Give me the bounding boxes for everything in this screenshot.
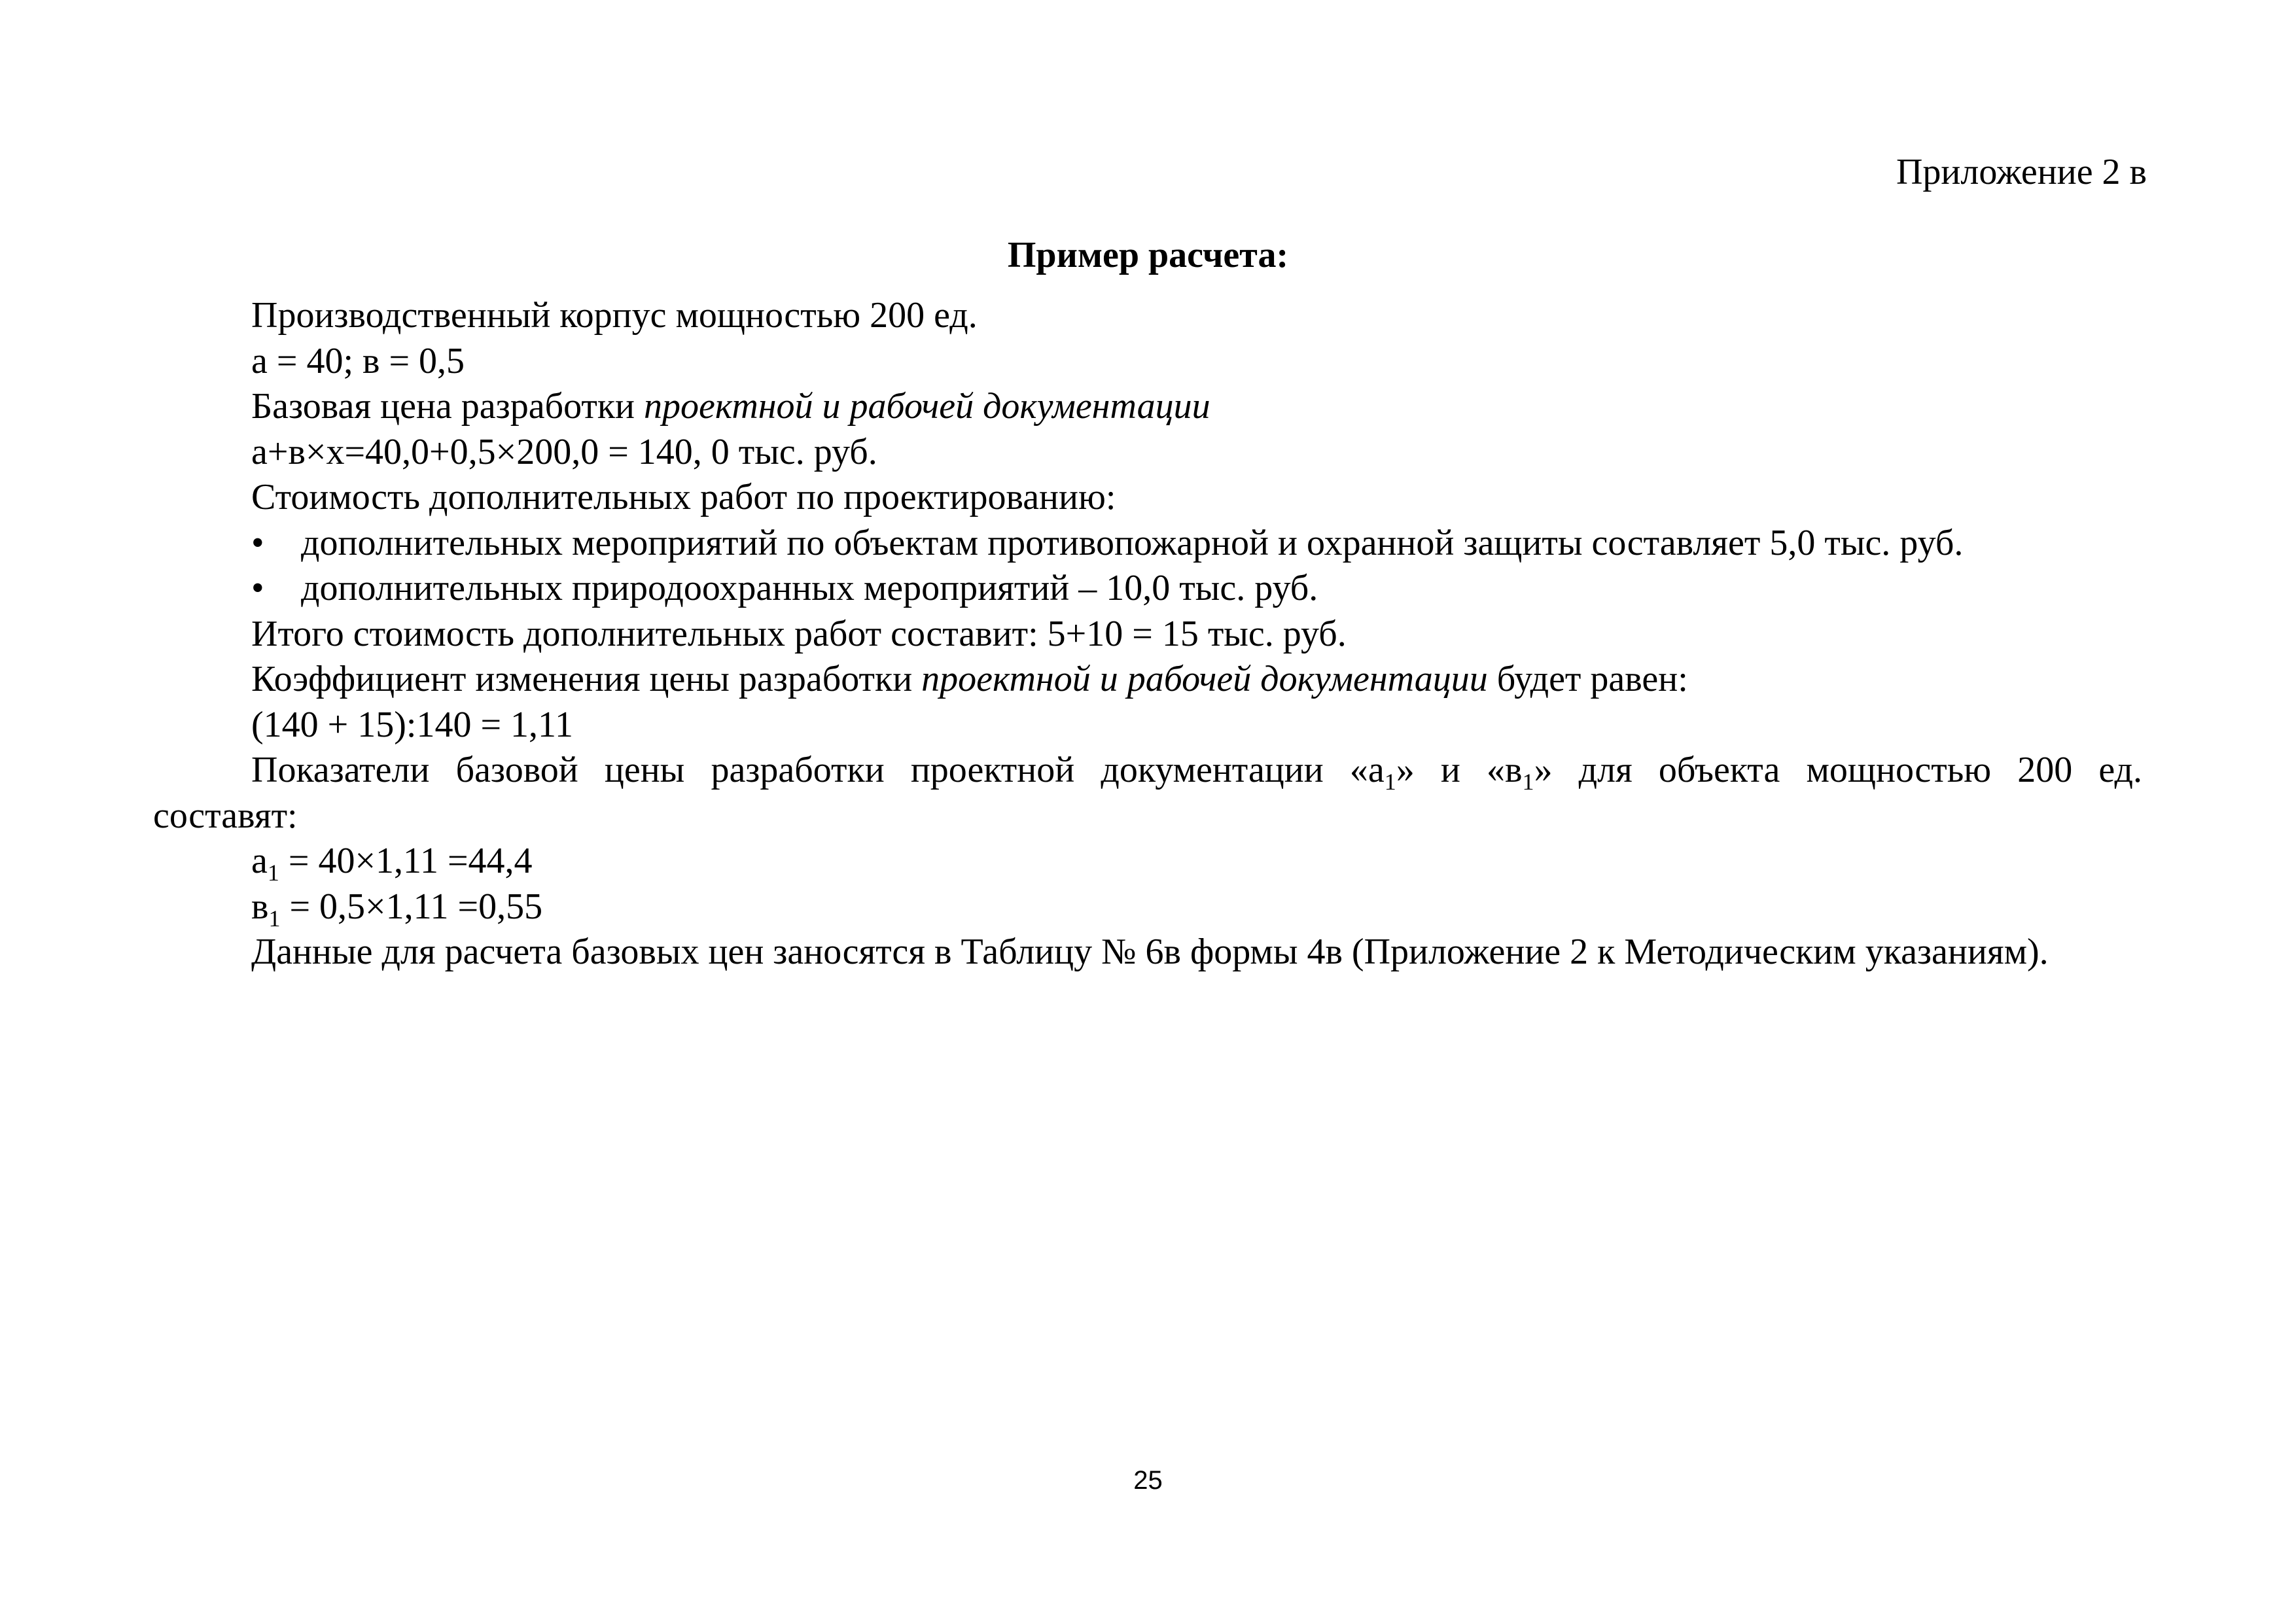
indicators-text-c: » для объекта мощностью 200 ед. [1534, 750, 2142, 790]
coefficient-italic: проектной и рабочей документации [921, 659, 1488, 699]
text-line-base-price [153, 384, 2142, 430]
text-line-will-be: составят: [153, 795, 298, 836]
formula-coefficient: (140 + 15):140 = 1,11 [251, 704, 573, 745]
coefficient-end: будет равен: [1487, 659, 1688, 699]
text-line-extra-total: Итого стоимость дополнительных работ составит: 5+10 = 15 тыс. руб. [251, 613, 1347, 654]
text-line-coefficient [153, 657, 2142, 703]
formula-a1-subscript: 1 [267, 860, 279, 886]
page-title: Пример расчета: [1007, 235, 1289, 275]
bullet-text-nature-protection: дополнительных природоохранных мероприятий – 10,0 тыс. руб. [301, 568, 1318, 608]
formula-b1 [153, 884, 2142, 930]
appendix-label: Приложение 2 в [1896, 152, 2147, 192]
formula-base-price: а+в×х=40,0+0,5×200,0 = 140, 0 тыс. руб. [251, 431, 877, 472]
base-price-text: Базовая цена разработки [251, 386, 645, 427]
text-line-params: а = 40; в = 0,5 [251, 340, 465, 381]
bullet-text-fire-protection: дополнительных мероприятий по объектам противопожарной и охранной защиты составляет 5,0 тыс. руб. [301, 522, 1964, 563]
indicators-subscript-b: 1 [1522, 769, 1534, 795]
text-line-extra-cost: Стоимость дополнительных работ по проектированию: [251, 477, 1116, 517]
page-number: 25 [1133, 1466, 1163, 1495]
bullet-item-nature-protection [153, 566, 2142, 612]
base-price-italic: проектной и рабочей документации [644, 386, 1210, 427]
formula-b1-var: в [251, 886, 269, 927]
bullet-icon: • [251, 568, 264, 608]
formula-b1-value: = 0,5×1,11 =0,55 [280, 886, 543, 927]
indicators-text-a: Показатели базовой цены разработки проектной документации «а [251, 750, 1385, 790]
formula-a1-var: а [251, 841, 268, 881]
text-line-indicators [153, 748, 2142, 794]
text-line-building: Производственный корпус мощностью 200 ед. [251, 295, 978, 336]
formula-a1-value: = 40×1,11 =44,4 [279, 841, 533, 881]
text-line-data-entry: Данные для расчета базовых цен заносятся в Таблицу № 6в формы 4в (Приложение 2 к Методическим указаниям). [251, 932, 2049, 972]
formula-a1 [153, 839, 2142, 884]
coefficient-text: Коэффициент изменения цены разработки [251, 659, 922, 699]
formula-b1-subscript: 1 [268, 905, 281, 932]
indicators-text-b: » и «в [1396, 750, 1523, 790]
document-body [153, 293, 2142, 975]
indicators-subscript-a: 1 [1384, 769, 1396, 795]
bullet-item-fire-protection [153, 521, 2142, 567]
bullet-icon: • [251, 522, 264, 563]
